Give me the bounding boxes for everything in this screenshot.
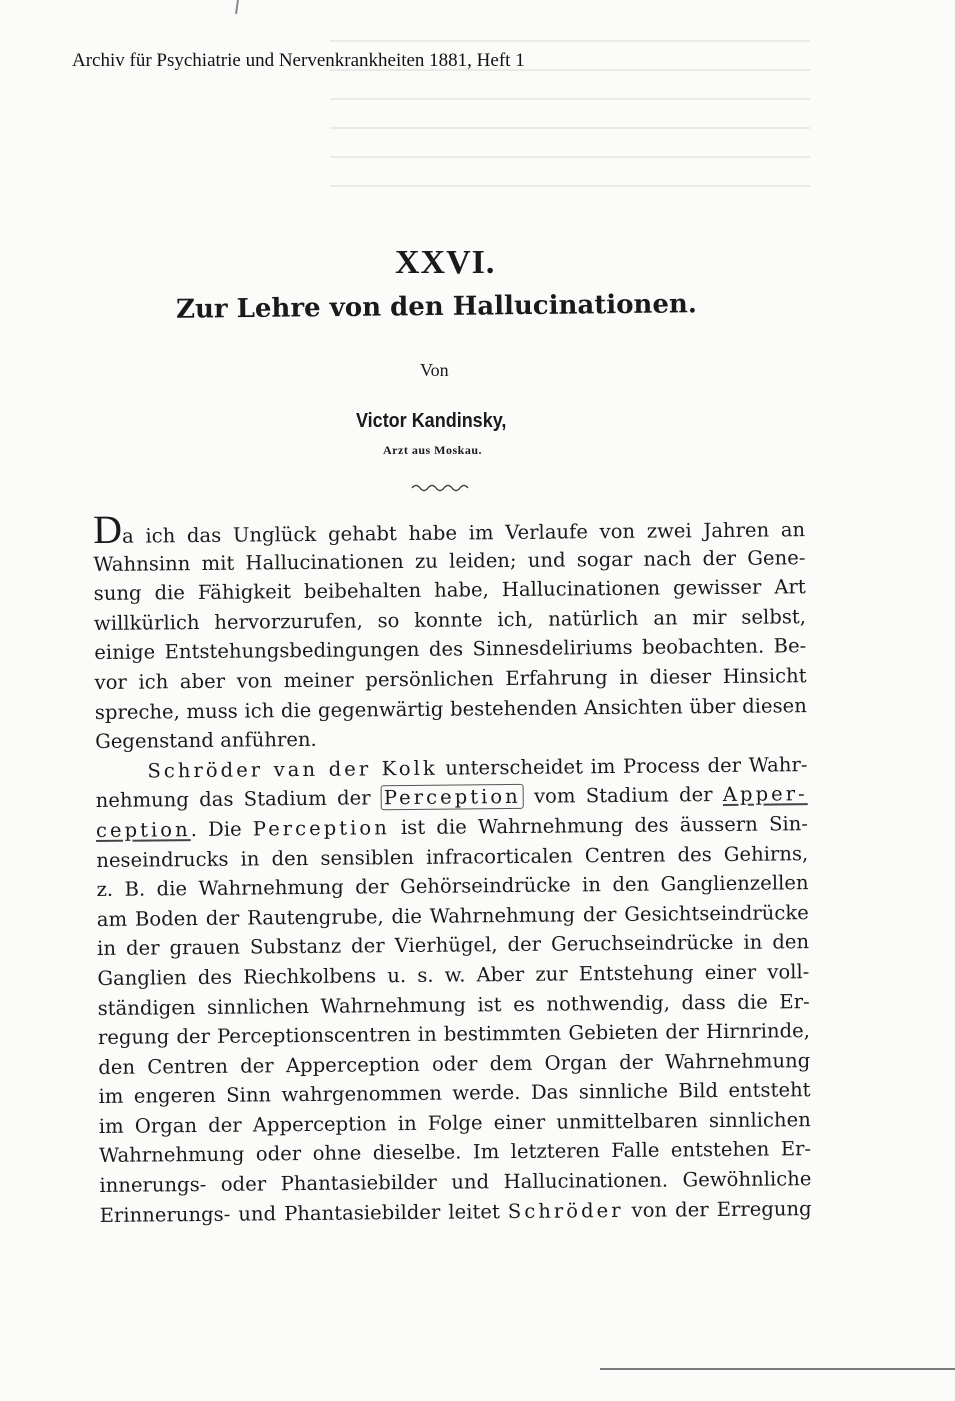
- text-line: nehmung das Stadium der Perception vom Stadium der Apper-: [95, 782, 808, 813]
- text-line: regung der Perceptionscentren in bestimmten Gebieten der Hirnrinde,: [97, 1019, 811, 1050]
- text-line: in der grauen Substanz der Vierhügel, der Geruchseindrücke in den: [97, 930, 810, 961]
- text-line: Erinnerungs- und Phantasiebilder leitet Schröder von der Erregung: [99, 1196, 812, 1227]
- text-line: den Centren der Apperception oder dem Organ der Wahrnehmung: [98, 1048, 811, 1079]
- journal-header: Archiv für Psychiatrie und Nervenkrankheiten 1881, Heft 1: [72, 50, 525, 71]
- article-title: Zur Lehre von den Hallucinationen.: [175, 289, 698, 325]
- text-line: einige Entstehungsbedingungen des Sinnesdeliriums beobachten. Be-: [94, 634, 807, 665]
- text-line: Wahrnehmung oder ohne dieselbe. Im letzteren Falle entstehen Er-: [98, 1137, 812, 1168]
- term-spaced: Perception: [252, 816, 390, 841]
- text-line: Da ich das Unglück gehabt habe im Verlaufe von zwei Jahren an: [92, 506, 806, 552]
- scan-mark: [235, 0, 239, 14]
- text-line: neseindrucks in den sensiblen infracorticalen Centren des Gehirns,: [96, 841, 809, 872]
- text-line: ständigen sinnlichen Wahrnehmung ist es nothwendig, dass die Er-: [97, 989, 810, 1020]
- drop-cap: D: [92, 506, 123, 552]
- text-line: am Boden der Rautengrube, die Wahrnehmung der Gesichtseindrücke: [96, 900, 809, 931]
- text-line: z. B. die Wahrnehmung der Gehörseindrücke in den Ganglienzellen: [96, 871, 809, 902]
- text-line: im engeren Sinn wahrgenommen werde. Das sinnliche Bild entsteht: [98, 1078, 811, 1109]
- annotated-term-underlined: Apper-: [722, 782, 808, 807]
- text-line: Gegenstand anführen.: [95, 728, 317, 754]
- text-line: Wahnsinn mit Hallucinationen zu leiden; und sogar nach der Gene-: [93, 545, 806, 576]
- article-body: [92, 506, 812, 1230]
- text-line: willkürlich hervorzurufen, so konnte ich, natürlich an mir selbst,: [93, 604, 807, 635]
- text-line: sung die Fähigkeit beibehalten habe, Hallucinationen gewisser Art: [93, 575, 806, 606]
- author-affiliation: Arzt aus Moskau.: [383, 443, 483, 457]
- annotated-term-boxed: Perception: [381, 784, 524, 810]
- article-number: XXVI.: [395, 244, 496, 281]
- author-name: Victor Kandinsky,: [356, 410, 507, 432]
- scan-edge-line: [600, 1368, 955, 1370]
- text-line: spreche, muss ich die gegenwärtig bestehenden Ansichten über diesen: [94, 693, 807, 724]
- text-line: Schröder van der Kolk unterscheidet im Process der Wahr-: [147, 752, 808, 783]
- text-line: vor ich aber von meiner persönlichen Erfahrung in dieser Hinsicht: [94, 664, 807, 694]
- text-line: ception. Die Perception ist die Wahrnehmung des äussern Sin-: [95, 812, 809, 842]
- ornament-divider: [410, 480, 470, 494]
- byline-von: Von: [420, 360, 449, 380]
- name-spaced: Schröder van der Kolk: [147, 756, 438, 783]
- annotated-term-underlined: ception: [95, 818, 191, 842]
- text-line: Ganglien des Riechkolbens u. s. w. Aber zur Entstehung einer voll-: [97, 960, 810, 990]
- text-line: im Organ der Apperception in Folge einer unmittelbaren sinnlichen: [98, 1108, 811, 1138]
- text-line: innerungs- oder Phantasiebilder und Hallucinationen. Gewöhnliche: [99, 1167, 812, 1198]
- name-spaced: Schröder: [507, 1198, 624, 1223]
